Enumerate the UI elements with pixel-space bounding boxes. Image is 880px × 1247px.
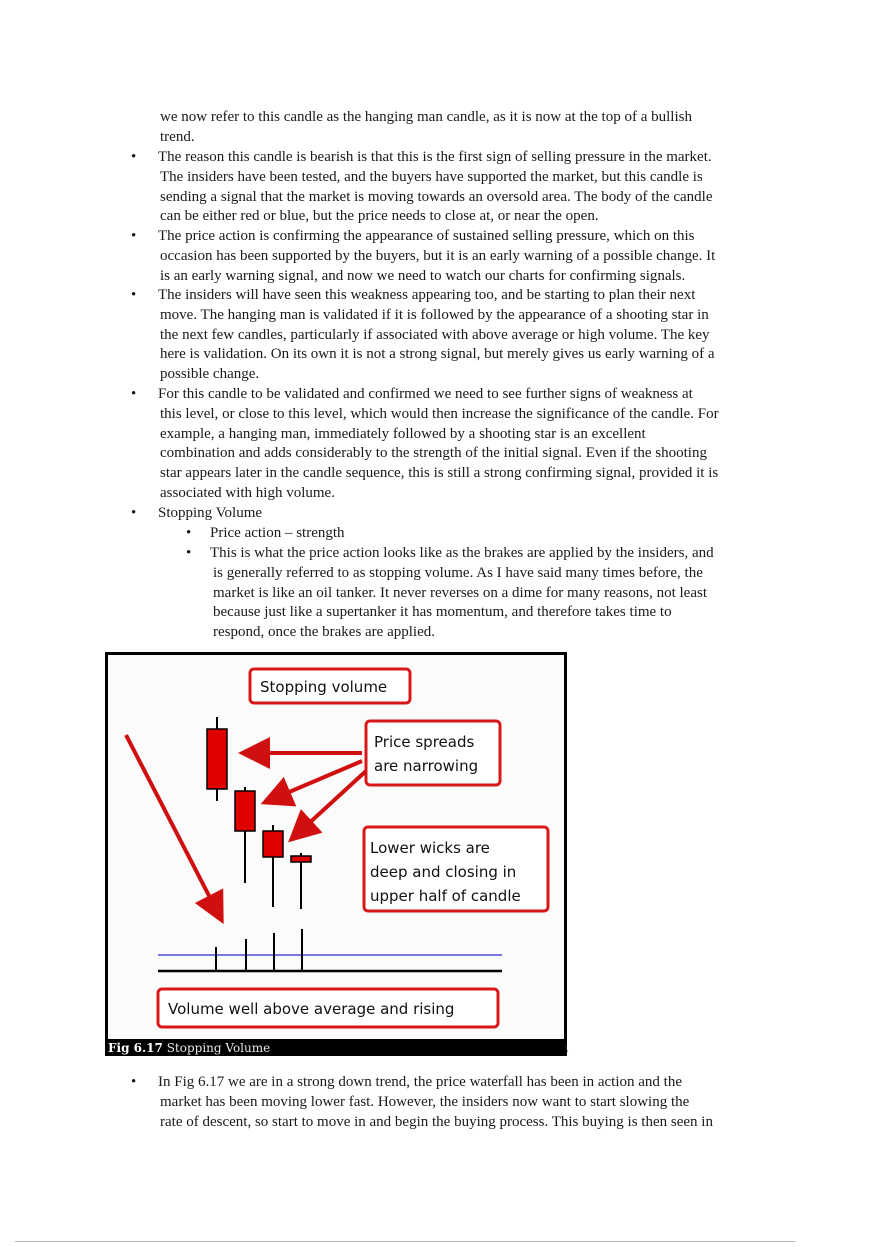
text-line: this level, or close to this level, which would then increase the significance of the candle. For <box>160 405 719 422</box>
callout-title-text: Stopping volume <box>260 678 388 696</box>
callout-spreads-line: Price spreads <box>374 733 475 751</box>
figure-caption-text: Stopping Volume <box>166 1041 271 1055</box>
text-line: market is like an oil tanker. It never reverses on a dime for many reasons, not least <box>213 584 708 601</box>
text-line: here is validation. On its own it is not a strong signal, but merely gives us early warning of a <box>160 346 715 363</box>
text-line: Stopping Volume <box>158 505 263 521</box>
text-line: is generally referred to as stopping volume. As I have said many times before, the <box>213 564 703 581</box>
text-line: The insiders have been tested, and the buyers have supported the market, but this candle is <box>160 168 703 185</box>
figure-canvas <box>108 655 564 1039</box>
text-line: The insiders will have seen this weakness appearing too, and be starting to plan their next <box>158 287 696 303</box>
callout-wicks-line: upper half of candle <box>370 887 521 905</box>
text-line: is an early warning signal, and now we need to watch our charts for confirming signals. <box>160 267 686 284</box>
text-line: occasion has been supported by the buyers, but it is an early warning of a possible change. It <box>160 247 716 264</box>
text-line: move. The hanging man is validated if it is followed by the appearance of a shooting star in <box>160 306 709 323</box>
text-line: sending a signal that the market is moving towards an oversold area. The body of the candle <box>160 188 713 205</box>
bullet-glyph: • <box>131 505 137 521</box>
bullet-glyph: • <box>131 386 137 402</box>
callout-wicks-line: Lower wicks are <box>370 839 490 857</box>
pointer-arrow <box>268 761 362 801</box>
figure-caption <box>108 1041 270 1055</box>
text-line: star appears later in the candle sequence, this is still a strong confirming signal, provided it is <box>160 465 719 482</box>
candle-body <box>207 729 227 789</box>
text-line: combination and adds considerably to the strength of the initial signal. Even if the shooting <box>160 445 707 462</box>
bullet-glyph: • <box>131 287 137 303</box>
text-line: because just like a supertanker it has momentum, and therefore takes time to <box>213 604 672 621</box>
text-line: trend. <box>160 128 195 145</box>
text-line: market has been moving lower fast. However, the insiders now want to start slowing the <box>160 1093 690 1110</box>
bullet-glyph: • <box>186 525 192 541</box>
text-line: The reason this candle is bearish is that this is the first sign of selling pressure in the market. <box>158 149 712 165</box>
bullet-glyph: • <box>186 545 192 561</box>
text-line: example, a hanging man, immediately followed by a shooting star is an excellent <box>160 425 646 442</box>
figure-stopping-volume <box>105 652 567 1056</box>
text-line: we now refer to this candle as the hanging man candle, as it is now at the top of a bullish <box>160 109 692 125</box>
bullet-glyph: • <box>131 228 137 244</box>
text-line: the next few candles, particularly if associated with above average or high volume. The key <box>160 326 710 343</box>
stray-mark: \ <box>565 1043 569 1055</box>
figure-diagram <box>108 655 564 1039</box>
callout-spreads-box <box>366 721 500 785</box>
text-line: possible change. <box>160 366 260 383</box>
text-line: can be either red or blue, but the price needs to close at, or near the open. <box>160 208 599 225</box>
bullet-glyph: • <box>131 1074 137 1090</box>
text-line: The price action is confirming the appearance of sustained selling pressure, which on this <box>158 228 695 244</box>
callout-volume-text: Volume well above average and rising <box>168 1000 455 1018</box>
text-line: respond, once the brakes are applied. <box>213 624 435 641</box>
bullet-glyph: • <box>131 149 137 165</box>
candle-body <box>291 856 311 862</box>
text-line: This is what the price action looks like as the brakes are applied by the insiders, and <box>210 545 714 561</box>
paragraph-continuation <box>160 108 780 148</box>
downtrend-arrow <box>126 735 220 917</box>
callout-wicks-line: deep and closing in <box>370 863 517 881</box>
candle-body <box>235 791 255 831</box>
callout-spreads-line: are narrowing <box>374 757 479 775</box>
text-line: associated with high volume. <box>160 484 335 501</box>
footer-rule <box>15 1241 795 1242</box>
figure-label: Fig 6.17 <box>108 1041 163 1055</box>
pointer-arrow <box>294 771 366 837</box>
text-line: In Fig 6.17 we are in a strong down trend, the price waterfall has been in action and the <box>158 1074 682 1090</box>
text-line: rate of descent, so start to move in and begin the buying process. This buying is then seen in <box>160 1113 713 1130</box>
text-line: Price action – strength <box>210 525 345 541</box>
text-line: For this candle to be validated and confirmed we need to see further signs of weakness at <box>158 386 693 402</box>
candle-body <box>263 831 283 857</box>
